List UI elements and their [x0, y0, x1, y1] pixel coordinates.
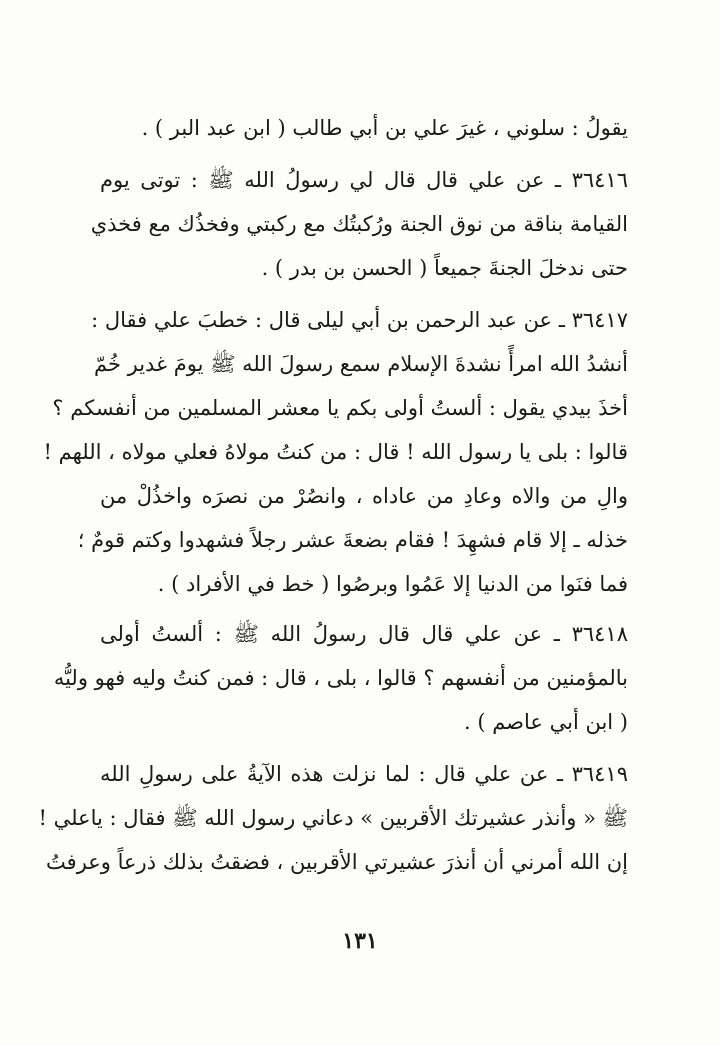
page-text [38, 106, 628, 906]
text-line: أخذَ بيدي يقول : ألستُ أولى بكم يا معشر المسلمين من أنفسكم ؟ [52, 396, 628, 420]
text-line: يقولُ : سلوني ، غيرَ علي بن أبي طالب ( ابن عبد البر ) . [141, 116, 628, 140]
text-line: القيامة بناقة من نوق الجنة ورُكبتُك مع ركبتي وفخذُك مع فخذي [90, 212, 628, 236]
text-line: والِ من والاه وعادِ من عاداه ، وانصُرْ من نصرَه واخذُلْ من [100, 484, 628, 508]
text-line: إن الله أمرني أن أنذرَ عشيرتي الأقربين ، فضقتُ بذلك ذرعاً وعرفتُ [46, 850, 628, 874]
text-line: ﷺ « وأنذر عشيرتك الأقربين » دعاني رسول الله ﷺ فقال : ياعلي ! [38, 806, 628, 830]
text-line: ( ابن أبي عاصم ) . [463, 710, 628, 734]
text-line: ٣٦٤١٧ ـ عن عبد الرحمن بن أبي ليلى قال : خطبَ علي فقال : [91, 308, 628, 332]
text-line: فما فنَوا من الدنيا إلا عَمُوا وبرصُوا ( خط في الأفراد ) . [157, 572, 628, 596]
text-line: ٣٦٤١٨ ـ عن علي قال قال رسولُ الله ﷺ : ألستُ أولى [100, 622, 628, 646]
text-line: ٣٦٤١٦ ـ عن علي قال قال لي رسولُ الله ﷺ : توتى يوم [100, 168, 628, 192]
text-line: أنشدُ الله امرأً نشدةَ الإسلام سمع رسولَ الله ﷺ يومَ غدير خُمّ [93, 352, 628, 376]
page-number: ١٣١ [342, 928, 378, 954]
text-line: قالوا : بلى يا رسول الله ! قال : من كنتُ مولاهُ فعلي مولاه ، اللهم ! [43, 440, 628, 464]
text-line: خذله ـ إلا قام فشهِدَ ! فقام بضعةَ عشر رجلاً فشهدوا وكتم قومٌ ؛ [77, 528, 628, 552]
text-line: حتى ندخلَ الجنةَ جميعاً ( الحسن بن بدر ) . [261, 256, 628, 280]
text-line: بالمؤمنين من أنفسهم ؟ قالوا ، بلى ، قال : فمن كنتُ وليه فهو وليُّه [53, 666, 628, 690]
text-line: ٣٦٤١٩ ـ عن علي قال : لما نزلت هذه الآيةُ على رسولِ الله [100, 762, 628, 786]
